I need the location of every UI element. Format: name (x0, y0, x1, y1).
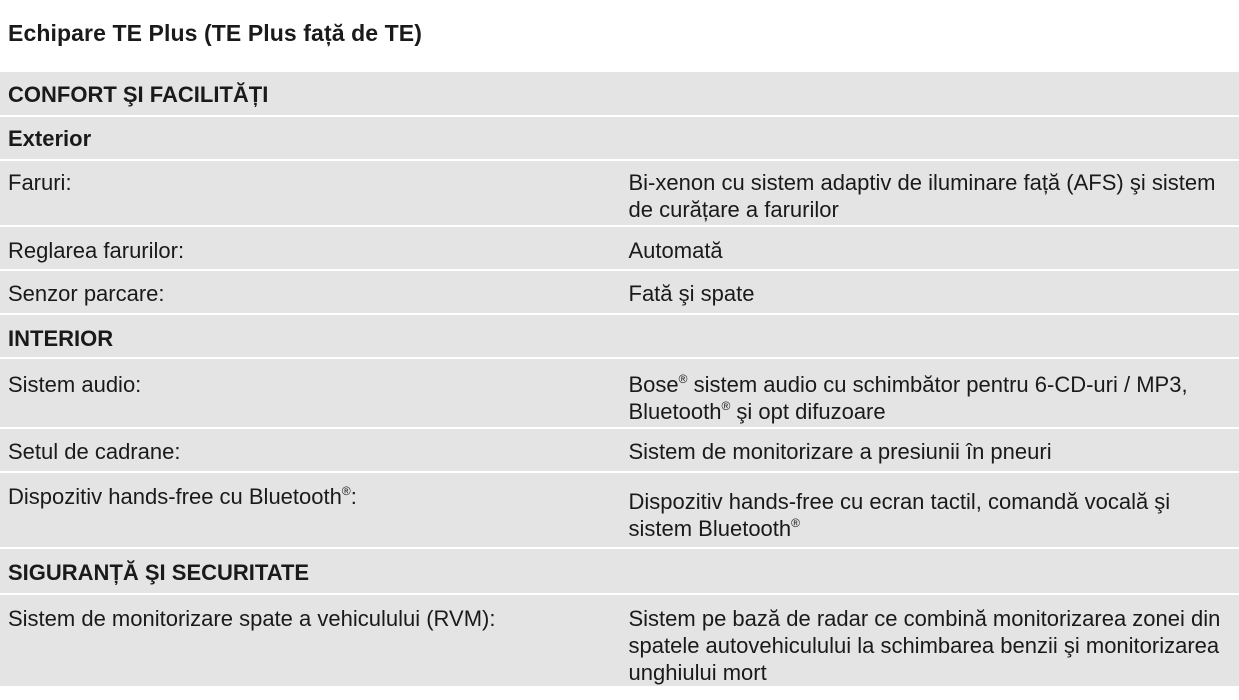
spec-value-text: Dispozitiv hands-free cu ecran tactil, comandă vocală şi sistem Bluetooth (628, 489, 1171, 541)
spec-row-setul-de-cadrane (0, 428, 1239, 472)
spec-value: Automată (620, 226, 1239, 270)
section-row-siguranta (0, 548, 1239, 594)
section-row-confort (0, 72, 1239, 116)
spec-row-faruri (0, 160, 1239, 226)
spec-label-text: : (350, 484, 357, 509)
spec-label: Reglarea farurilor: (0, 226, 620, 270)
section-heading: SIGURANȚĂ ŞI SECURITATE (0, 548, 1239, 594)
spec-label: Senzor parcare: (0, 270, 620, 314)
page-title: Echipare TE Plus (TE Plus față de TE) (8, 20, 422, 46)
section-heading: Exterior (0, 116, 1239, 160)
spec-value: Bi-xenon cu sistem adaptiv de iluminare față (AFS) şi sistem de curățare a farurilor (620, 160, 1239, 226)
spec-value-text: şi opt difuzoare (730, 399, 886, 424)
spec-label-text: Dispozitiv hands-free cu Bluetooth (8, 484, 342, 509)
section-heading: CONFORT ŞI FACILITĂȚI (0, 72, 1239, 116)
spec-label: Faruri: (0, 160, 620, 226)
spec-table (0, 72, 1239, 688)
spec-label: Sistem de monitorizare spate a vehiculului (RVM): (0, 594, 620, 687)
section-row-interior (0, 314, 1239, 358)
spec-value (620, 472, 1239, 548)
spec-row-rvm (0, 594, 1239, 687)
spec-row-sistem-audio (0, 358, 1239, 428)
registered-mark: ® (791, 515, 800, 530)
spec-value: Sistem pe bază de radar ce combină monitorizarea zonei din spatele autovehiculului la schimbarea benzii şi monitorizarea unghiului mort (620, 594, 1239, 687)
section-row-exterior (0, 116, 1239, 160)
spec-label: Setul de cadrane: (0, 428, 620, 472)
spec-row-senzor-parcare (0, 270, 1239, 314)
spec-label (0, 472, 620, 548)
brand-name: Bose (628, 372, 679, 397)
registered-mark: ® (721, 398, 731, 413)
spec-value: Fată şi spate (620, 270, 1239, 314)
spec-row-reglarea-farurilor (0, 226, 1239, 270)
registered-mark: ® (678, 371, 688, 386)
section-heading: INTERIOR (0, 314, 1239, 358)
spec-label: Sistem audio: (0, 358, 620, 428)
spec-value (620, 358, 1239, 428)
spec-row-dispozitiv-hands-free (0, 472, 1239, 548)
spec-value: Sistem de monitorizare a presiunii în pneuri (620, 428, 1239, 472)
registered-mark: ® (341, 483, 351, 498)
spec-value-text: sistem audio cu schimbător pentru 6-CD-uri / MP3, Bluetooth (628, 372, 1188, 424)
